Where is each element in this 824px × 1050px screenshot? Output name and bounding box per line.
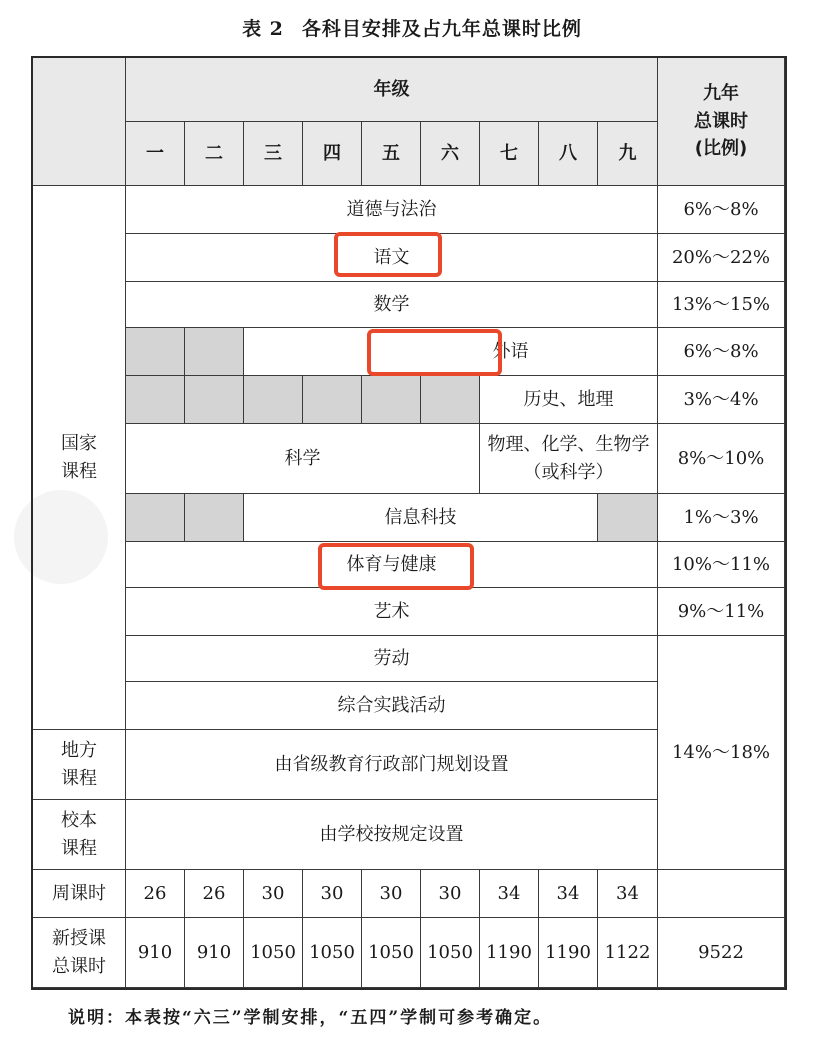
total-hours-label-line-2: 总课时: [52, 955, 106, 977]
category-local: [33, 730, 126, 800]
weekly-g8: 34: [539, 870, 598, 918]
header-grade: 年级: [126, 58, 658, 122]
subject-physics-chemistry-biology: 物理、化学、生物学（或科学）: [480, 424, 658, 494]
subject-pe: 体育与健康: [126, 542, 658, 588]
category-national-line-2: 课程: [61, 460, 97, 482]
total-hours-g2: 910: [185, 918, 244, 988]
weekly-g5: 30: [362, 870, 421, 918]
total-hours-g3: 1050: [244, 918, 303, 988]
subject-chinese: 语文: [126, 234, 658, 282]
ratio-history-geography: 3%～4%: [658, 376, 785, 424]
gray-cell: [185, 328, 244, 376]
total-hours-sum: 9522: [658, 918, 785, 988]
gray-cell: [126, 328, 185, 376]
gray-cell: [126, 376, 185, 424]
ratio-art: 9%～11%: [658, 588, 785, 636]
weekly-g3: 30: [244, 870, 303, 918]
total-hours-g9: 1122: [598, 918, 658, 988]
category-school-line-1: 校本: [61, 809, 97, 831]
total-hours-g1: 910: [126, 918, 185, 988]
weekly-g7: 34: [480, 870, 539, 918]
weekly-g4: 30: [303, 870, 362, 918]
total-hours-label-line-1: 新授课: [52, 927, 106, 949]
grade-1: 一: [126, 122, 185, 186]
category-local-line-1: 地方: [61, 739, 97, 761]
weekly-g2: 26: [185, 870, 244, 918]
weekly-g1: 26: [126, 870, 185, 918]
header-total-line-3: (比例): [694, 138, 748, 160]
category-national-line-1: 国家: [61, 432, 97, 454]
gray-cell: [362, 376, 421, 424]
subject-moral: 道德与法治: [126, 186, 658, 234]
ratio-foreign: 6%～8%: [658, 328, 785, 376]
subject-school: 由学校按规定设置: [126, 800, 658, 870]
total-hours-g4: 1050: [303, 918, 362, 988]
total-hours-g7: 1190: [480, 918, 539, 988]
ratio-pe: 10%～11%: [658, 542, 785, 588]
category-national: [33, 186, 126, 730]
grade-5: 五: [362, 122, 421, 186]
grade-2: 二: [185, 122, 244, 186]
total-hours-g5: 1050: [362, 918, 421, 988]
header-corner: [33, 58, 126, 186]
weekly-g9: 34: [598, 870, 658, 918]
ratio-moral: 6%～8%: [658, 186, 785, 234]
header-total: [658, 58, 785, 186]
gray-cell: [244, 376, 303, 424]
subject-science: 科学: [126, 424, 480, 494]
subject-math: 数学: [126, 282, 658, 328]
category-school-line-2: 课程: [61, 837, 97, 859]
gray-cell: [185, 376, 244, 424]
total-hours-label: [33, 918, 126, 988]
grade-3: 三: [244, 122, 303, 186]
header-total-line-1: 九年: [703, 82, 739, 104]
ratio-it: 1%～3%: [658, 494, 785, 542]
subject-labor: 劳动: [126, 636, 658, 682]
weekly-g6: 30: [421, 870, 480, 918]
ratio-shared: 14%～18%: [658, 636, 785, 870]
subject-practice: 综合实践活动: [126, 682, 658, 730]
subject-it: 信息科技: [244, 494, 598, 542]
ratio-chinese: 20%～22%: [658, 234, 785, 282]
grade-6: 六: [421, 122, 480, 186]
table-number: 表 2: [242, 18, 284, 40]
subject-art: 艺术: [126, 588, 658, 636]
gray-cell: [303, 376, 362, 424]
subject-local: 由省级教育行政部门规划设置: [126, 730, 658, 800]
grade-9: 九: [598, 122, 658, 186]
header-total-line-2: 总课时: [694, 110, 748, 132]
footnote: 说明：本表按“六三”学制安排，“五四”学制可参考确定。: [68, 1008, 553, 1028]
ratio-math: 13%～15%: [658, 282, 785, 328]
grade-8: 八: [539, 122, 598, 186]
total-hours-g8: 1190: [539, 918, 598, 988]
table-title: [0, 14, 824, 41]
grade-4: 四: [303, 122, 362, 186]
grade-7: 七: [480, 122, 539, 186]
total-hours-g6: 1050: [421, 918, 480, 988]
gray-cell: [421, 376, 480, 424]
category-school: [33, 800, 126, 870]
subject-foreign: 外语: [244, 328, 658, 376]
gray-cell: [598, 494, 658, 542]
category-local-line-2: 课程: [61, 767, 97, 789]
ratio-science: 8%～10%: [658, 424, 785, 494]
gray-cell: [126, 494, 185, 542]
gray-cell: [185, 494, 244, 542]
weekly-total-empty: [658, 870, 785, 918]
subject-history-geography: 历史、地理: [480, 376, 658, 424]
table-title-text: 各科目安排及占九年总课时比例: [301, 18, 582, 40]
weekly-label: 周课时: [33, 870, 126, 918]
